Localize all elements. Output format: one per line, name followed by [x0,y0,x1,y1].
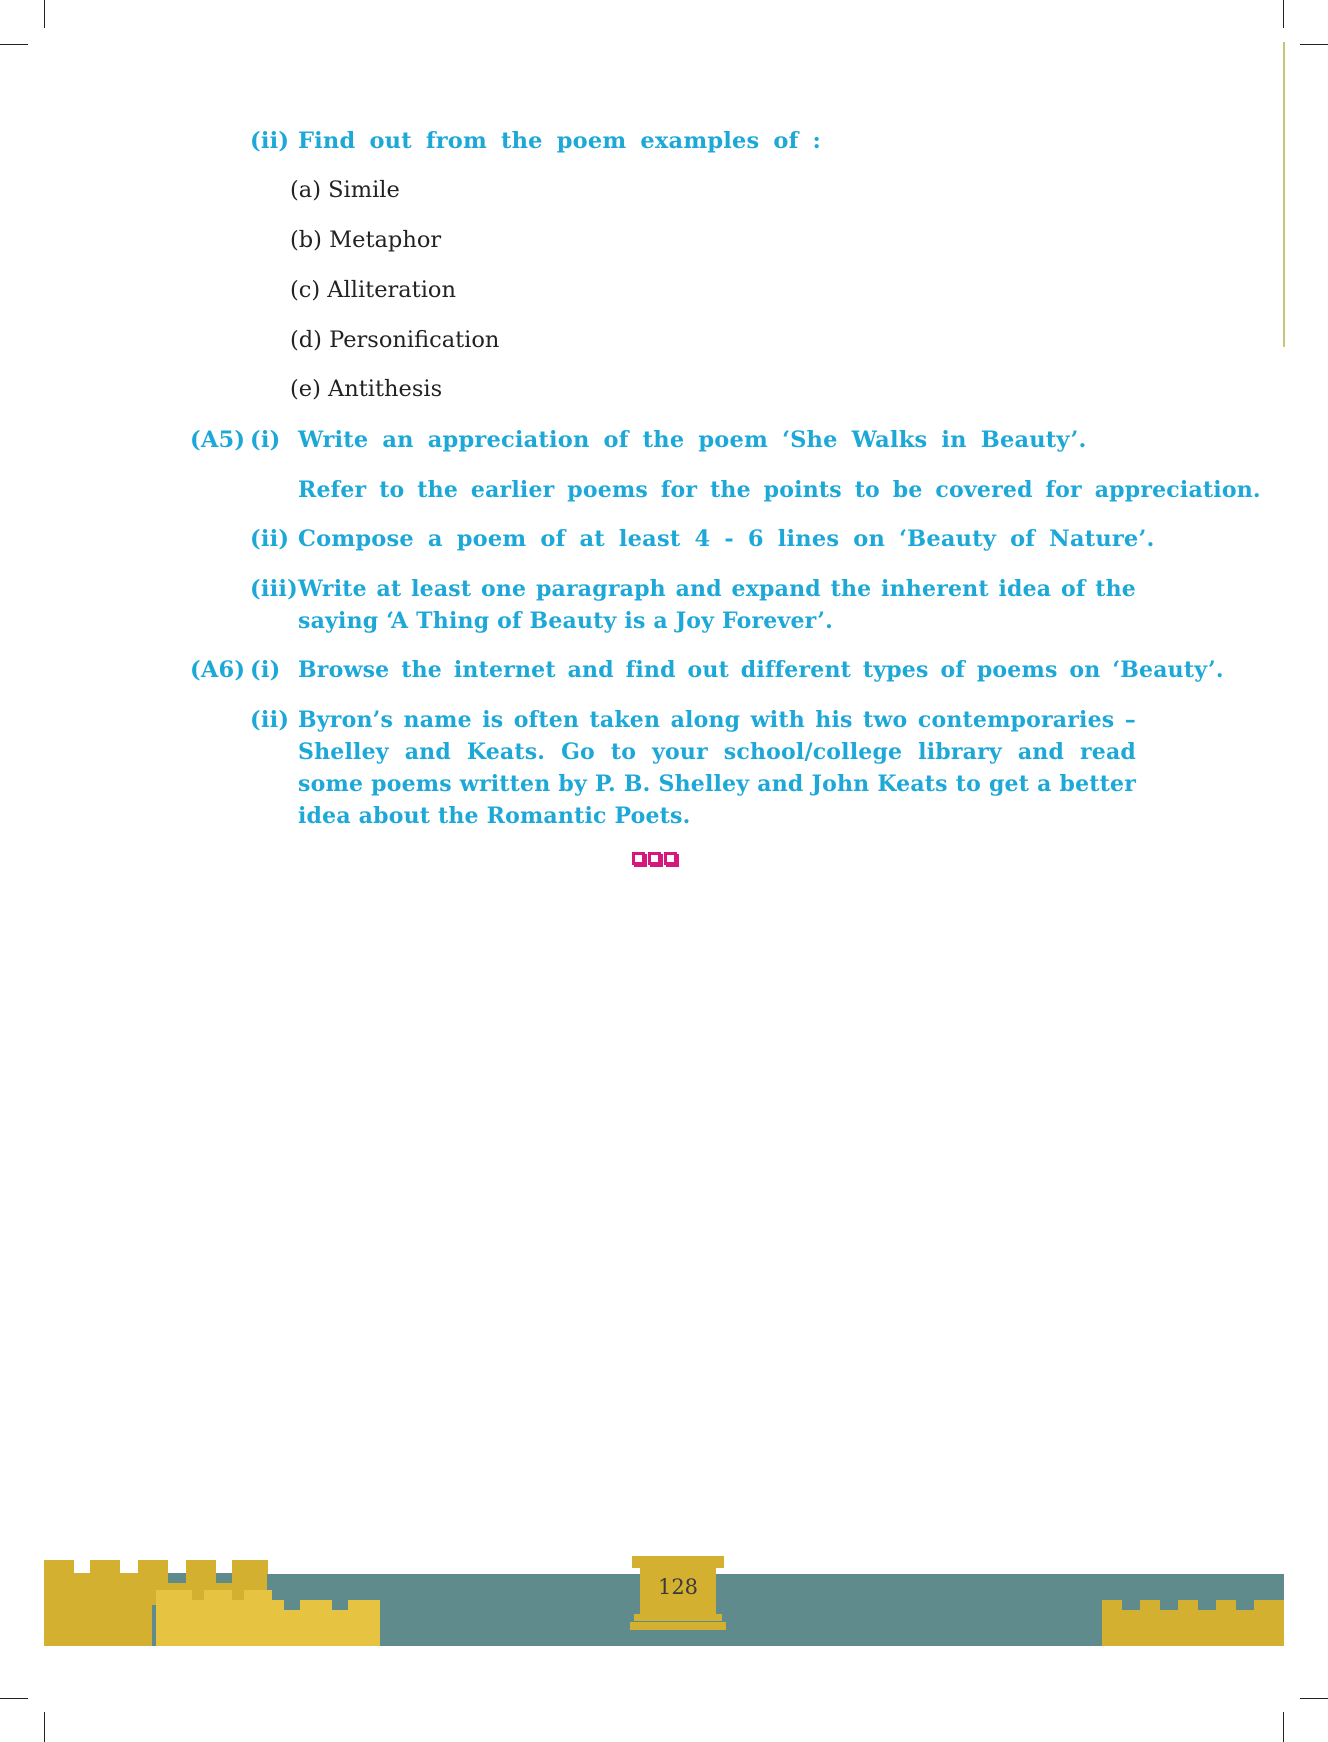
castle-gap [168,1573,186,1583]
crop-mark-bottom-left-vertical [44,1712,45,1742]
castle-merlon [156,1590,192,1602]
page-edge-strip [1283,42,1285,347]
activity-label-a6: (A6) [190,657,246,683]
pedestal-top [632,1556,724,1568]
question-note: Refer to the earlier poems for the points to be covered for appreciation. [298,477,1261,503]
question-number: (ii) [250,707,290,733]
list-item-simile: (a) Simile [290,177,400,203]
castle-gap [284,1600,300,1610]
castle-gap [1160,1600,1178,1610]
castle-merlon [90,1560,120,1574]
question-text: Find out from the poem examples of : [298,128,822,154]
pedestal-base [634,1614,722,1621]
activity-label-a5: (A5) [190,427,246,453]
square-bullet-icon [664,852,677,865]
list-item-antithesis: (e) Antithesis [290,376,443,402]
crop-mark-top-right-vertical [1283,0,1284,28]
question-text: Write an appreciation of the poem ‘She Walks in Beauty’. [298,427,1087,453]
castle-wall-left [44,1573,152,1646]
castle-merlon [186,1560,216,1574]
three-square-bullets-icon [632,852,677,865]
castle-gap [332,1600,348,1610]
castle-gap [1198,1600,1216,1610]
list-item-metaphor: (b) Metaphor [290,227,442,253]
question-text: Compose a poem of at least 4 - 6 lines on ‘Beauty of Nature’. [298,526,1155,552]
question-number: (ii) [250,128,290,154]
list-item-personification: (d) Personification [290,327,500,353]
question-number: (iii) [250,576,298,602]
square-bullet-icon [632,852,645,865]
question-text: Byron’s name is often taken along with his two contemporaries – Shelley and Keats. Go to your school/college library and read some poems written by P. B. Shelley and John Keats to get a better idea about the Romantic Poets. [298,707,1136,829]
castle-gap [1122,1600,1140,1610]
crop-mark-top-left-horizontal [0,44,28,45]
pedestal-plinth [630,1622,726,1630]
question-number: (ii) [250,526,290,552]
question-text: Browse the internet and find out different types of poems on ‘Beauty’. [298,657,1224,683]
crop-mark-bottom-left-horizontal [0,1698,28,1699]
crop-mark-top-left-vertical [44,0,45,28]
crop-mark-bottom-right-horizontal [1300,1698,1328,1699]
castle-merlon [232,1560,268,1574]
crop-mark-bottom-right-vertical [1283,1712,1284,1742]
square-bullet-icon [648,852,661,865]
castle-merlon [44,1560,74,1574]
castle-merlon [244,1590,272,1602]
list-item-alliteration: (c) Alliteration [290,277,456,303]
castle-gap [1236,1600,1254,1610]
crop-mark-top-right-horizontal [1300,44,1328,45]
question-number: (i) [250,657,281,683]
page-number: 128 [657,1575,699,1599]
castle-merlon [138,1560,168,1574]
question-number: (i) [250,427,281,453]
question-text: Write at least one paragraph and expand the inherent idea of the saying ‘A Thing of Beauty is a Joy Forever’. [298,576,1136,634]
castle-merlon [204,1590,232,1602]
castle-gap [216,1573,232,1583]
